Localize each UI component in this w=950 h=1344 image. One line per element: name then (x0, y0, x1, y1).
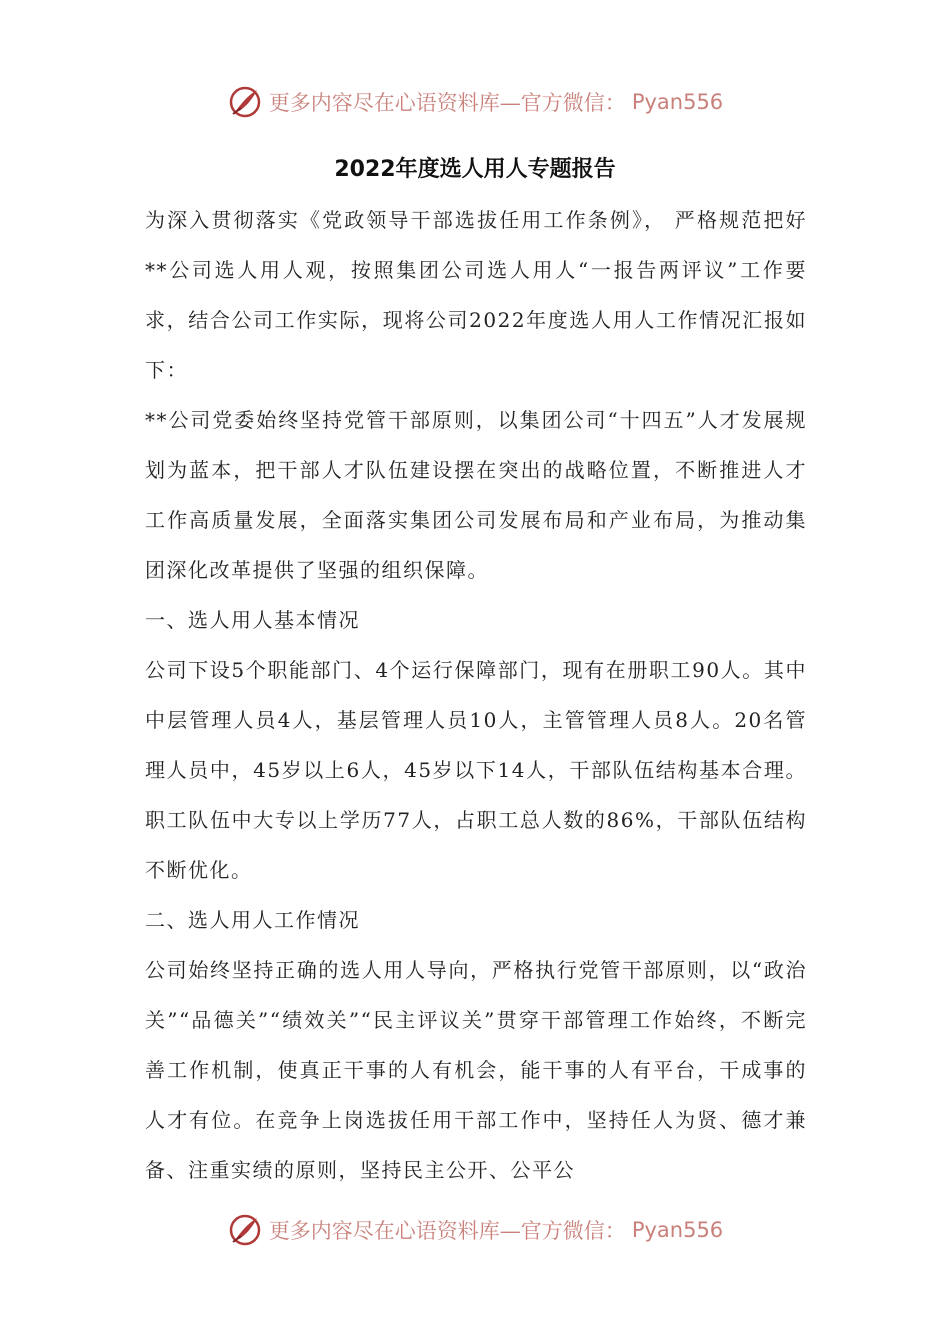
section-2-heading: 二、选人用人工作情况 (145, 908, 360, 932)
watermark-wechat-id: Pyan556 (631, 90, 724, 114)
header-watermark-banner (0, 80, 950, 124)
section-2-paragraph: 公司始终坚持正确的选人用人导向，严格执行党管干部原则，以“政治关”“品德关”“绩效关”“民主评议关”贯穿干部管理工作始终，不断完善工作机制，使真正干事的人有机会，能干事的人有平台，干成事的人才有位。在竞争上岗选拔任用干部工作中，坚持任人为贤、德才兼备、注重实绩的原则，坚持民主公开、公平公 (145, 958, 807, 1182)
watermark-text: 更多内容尽在心语资料库—官方微信： (268, 1219, 626, 1243)
document-body (145, 195, 807, 1195)
footer-watermark-banner (0, 1208, 950, 1252)
watermark-text: 更多内容尽在心语资料库—官方微信： (268, 91, 626, 115)
party-committee-paragraph: **公司党委始终坚持党管干部原则，以集团公司“十四五”人才发展规划为蓝本，把干部人才队伍建设摆在突出的战略位置，不断推进人才工作高质量发展，全面落实集团公司发展布局和产业布局，为推动集团深化改革提供了坚强的组织保障。 (145, 408, 807, 582)
intro-paragraph: 为深入贯彻落实《党政领导干部选拔任用工作条例》， 严格规范把好**公司选人用人观，按照集团公司选人用人“一报告两评议”工作要求，结合公司工作实际，现将公司2022年度选人用人工作情况汇报如下： (145, 208, 807, 382)
quill-logo-icon (227, 1212, 263, 1248)
document-title: 2022年度选人用人专题报告 (334, 157, 616, 182)
watermark-wechat-id: Pyan556 (631, 1218, 724, 1242)
quill-logo-icon (227, 84, 263, 120)
section-1-heading: 一、选人用人基本情况 (145, 608, 360, 632)
section-1-paragraph: 公司下设5个职能部门、4个运行保障部门，现有在册职工90人。其中中层管理人员4人，基层管理人员10人，主管管理人员8人。20名管理人员中，45岁以上6人，45岁以下14人，干部队伍结构基本合理。职工队伍中大专以上学历77人，占职工总人数的86%，干部队伍结构不断优化。 (145, 658, 807, 882)
